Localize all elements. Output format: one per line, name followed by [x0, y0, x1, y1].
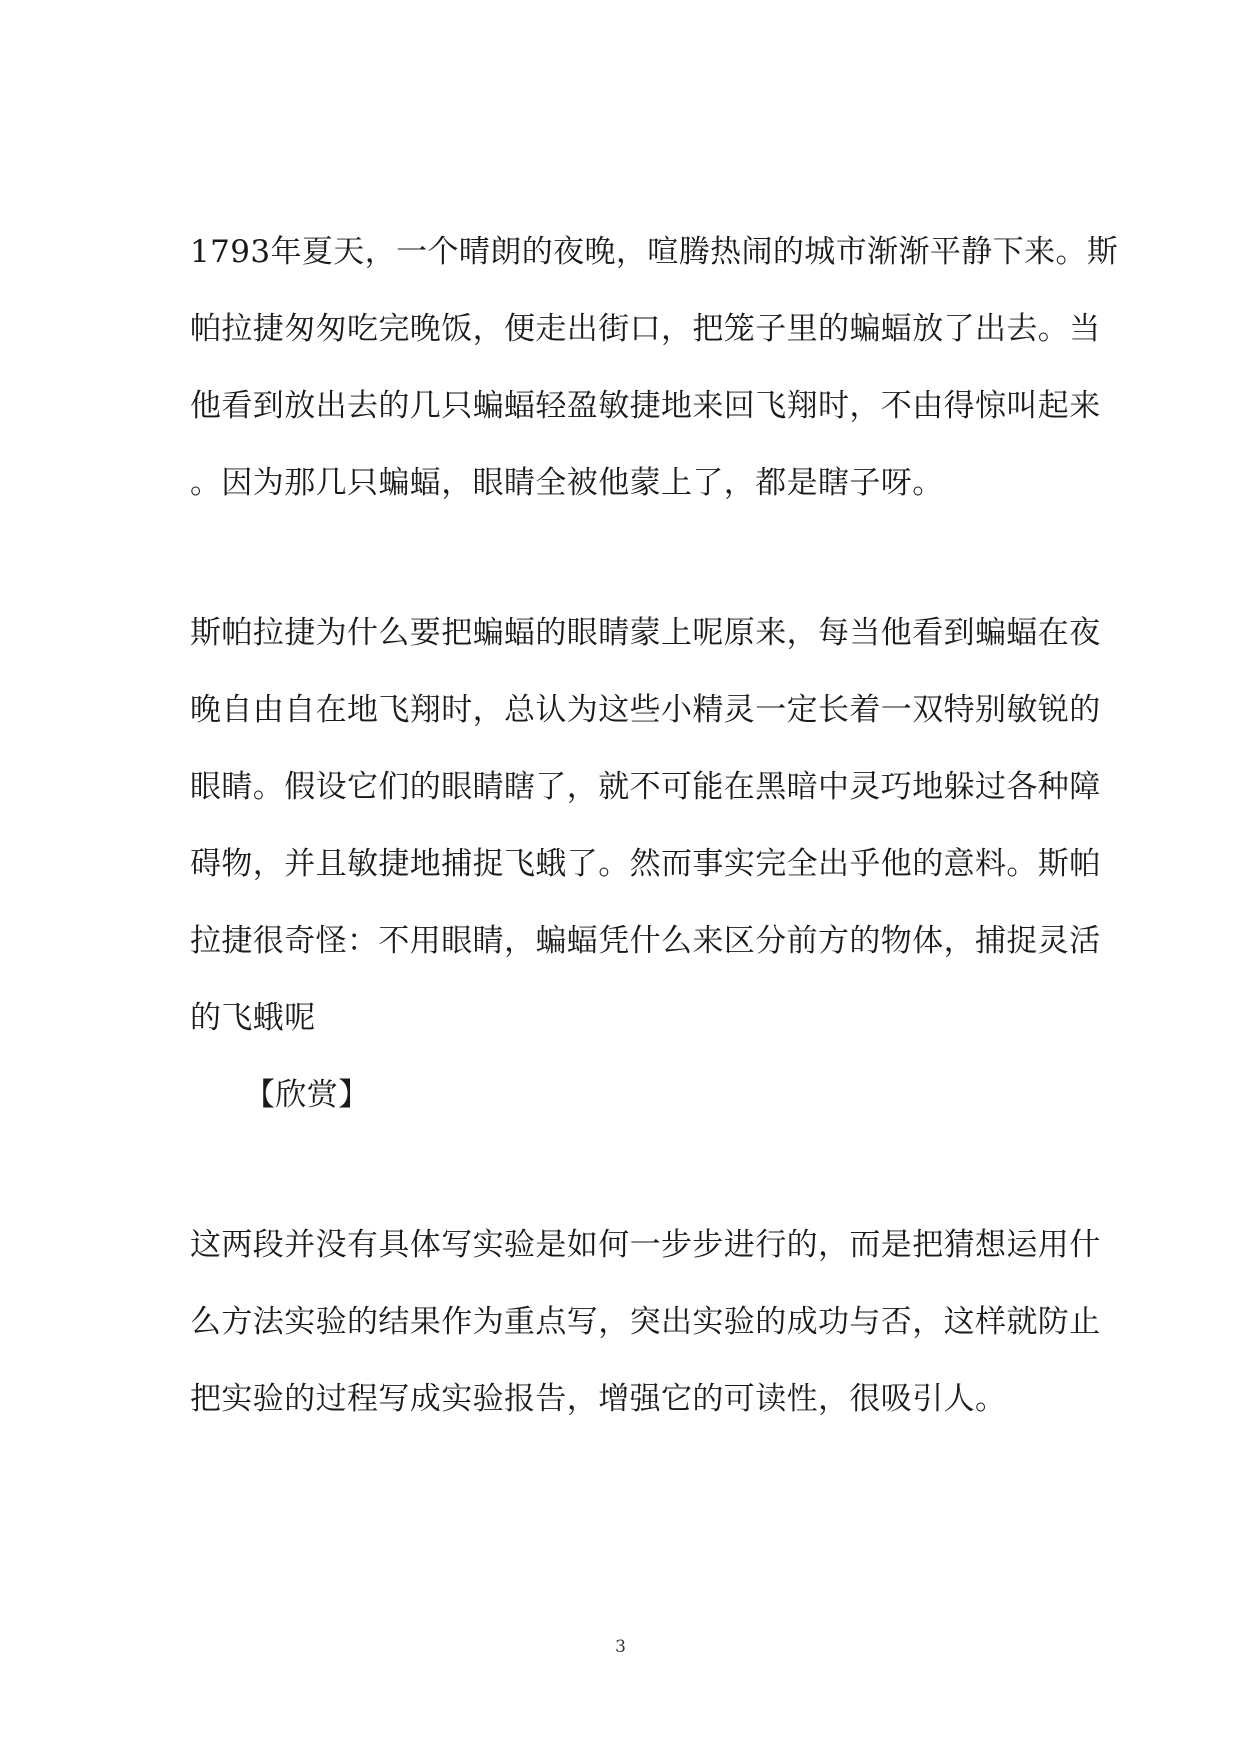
text-line: 这两段并没有具体写实验是如何一步步进行的，而是把猜想运用什 [190, 1227, 1101, 1263]
text-line: 斯帕拉捷为什么要把蝙蝠的眼睛蒙上呢原来，每当他看到蝙蝠在夜 [190, 615, 1101, 651]
text-line: 的飞蛾呢 [190, 1000, 316, 1036]
page-number: 3 [615, 1637, 626, 1657]
text-line: 1793年夏天，一个晴朗的夜晚，喧腾热闹的城市渐渐平静下来。斯 [190, 234, 1119, 270]
text-line: 把实验的过程写成实验报告，增强它的可读性，很吸引人。 [190, 1381, 1007, 1417]
text-line: 帕拉捷匆匆吃完晚饭，便走出街口，把笼子里的蝙蝠放了出去。当 [190, 311, 1101, 347]
text-line: 拉捷很奇怪：不用眼睛，蝙蝠凭什么来区分前方的物体，捕捉灵活 [190, 923, 1101, 959]
text-line: 么方法实验的结果作为重点写，突出实验的成功与否，这样就防止 [190, 1304, 1101, 1340]
section-heading: 【欣赏】 [244, 1077, 370, 1113]
text-line: 。因为那几只蝙蝠，眼睛全被他蒙上了，都是瞎子呀。 [190, 465, 944, 501]
text-line: 碍物，并且敏捷地捕捉飞蛾了。然而事实完全出乎他的意料。斯帕 [190, 846, 1101, 882]
text-line: 晚自由自在地飞翔时，总认为这些小精灵一定长着一双特别敏锐的 [190, 692, 1101, 728]
text-line: 眼睛。假设它们的眼睛瞎了，就不可能在黑暗中灵巧地躲过各种障 [190, 769, 1101, 805]
text-line: 他看到放出去的几只蝙蝠轻盈敏捷地来回飞翔时，不由得惊叫起来 [190, 388, 1101, 424]
